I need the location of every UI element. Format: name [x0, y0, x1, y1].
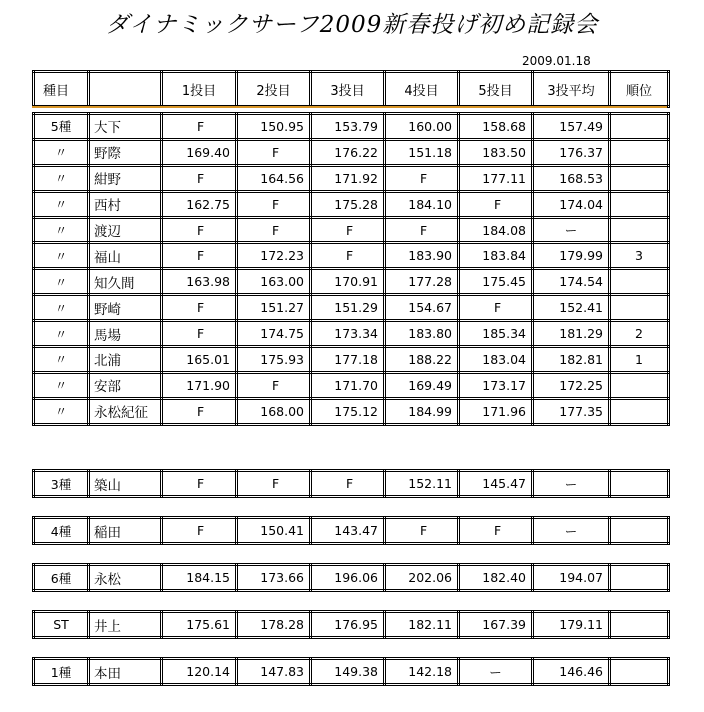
- cell-event: 〃: [34, 269, 89, 295]
- cell-throw-2: 173.66: [237, 565, 311, 591]
- cell-throw-1: F: [162, 398, 237, 424]
- cell-rank: [610, 295, 669, 321]
- cell-name: 築山: [89, 471, 162, 497]
- cell-throw-1: 163.98: [162, 269, 237, 295]
- cell-throw-2: F: [237, 191, 311, 217]
- cell-event: 5種: [34, 114, 89, 140]
- cell-average: ー: [533, 471, 610, 497]
- cell-throw-3: 171.70: [311, 372, 385, 398]
- cell-name: 安部: [89, 372, 162, 398]
- cell-name: 稲田: [89, 518, 162, 544]
- cell-throw-5: 184.08: [459, 217, 533, 243]
- cell-name: 野際: [89, 139, 162, 165]
- results-table-group: [32, 610, 670, 639]
- cell-throw-3: 173.34: [311, 321, 385, 347]
- table-row: [34, 269, 669, 295]
- table-row: [34, 471, 669, 497]
- cell-throw-4: 154.67: [385, 295, 459, 321]
- cell-rank: [610, 269, 669, 295]
- cell-event: 3種: [34, 471, 89, 497]
- cell-throw-2: 151.27: [237, 295, 311, 321]
- cell-average: 176.37: [533, 139, 610, 165]
- page-title: ダイナミックサーフ2009新春投げ初め記録会: [105, 12, 599, 38]
- table-row: [34, 217, 669, 243]
- cell-throw-2: F: [237, 471, 311, 497]
- header-name: [89, 72, 162, 107]
- cell-throw-3: 170.91: [311, 269, 385, 295]
- cell-throw-3: 175.12: [311, 398, 385, 424]
- cell-rank: 2: [610, 321, 669, 347]
- cell-throw-5: ー: [459, 659, 533, 685]
- cell-event: 6種: [34, 565, 89, 591]
- cell-average: 194.07: [533, 565, 610, 591]
- cell-name: 本田: [89, 659, 162, 685]
- cell-event: 〃: [34, 347, 89, 373]
- header-throw-4: 4投目: [385, 72, 459, 107]
- cell-rank: [610, 612, 669, 638]
- cell-throw-1: F: [162, 518, 237, 544]
- cell-event: 〃: [34, 217, 89, 243]
- cell-event: 〃: [34, 191, 89, 217]
- cell-throw-3: 171.92: [311, 165, 385, 191]
- cell-average: 157.49: [533, 114, 610, 140]
- table-row: [34, 612, 669, 638]
- cell-rank: [610, 659, 669, 685]
- cell-throw-1: 175.61: [162, 612, 237, 638]
- cell-rank: [610, 372, 669, 398]
- cell-throw-4: F: [385, 518, 459, 544]
- cell-average: 152.41: [533, 295, 610, 321]
- table-row: [34, 191, 669, 217]
- cell-throw-4: 152.11: [385, 471, 459, 497]
- cell-throw-3: 153.79: [311, 114, 385, 140]
- cell-throw-4: 184.10: [385, 191, 459, 217]
- cell-throw-5: 167.39: [459, 612, 533, 638]
- cell-throw-1: 162.75: [162, 191, 237, 217]
- cell-rank: [610, 398, 669, 424]
- table-row: [34, 321, 669, 347]
- cell-average: ー: [533, 518, 610, 544]
- cell-throw-2: 147.83: [237, 659, 311, 685]
- cell-throw-1: 165.01: [162, 347, 237, 373]
- header-row: [34, 72, 669, 107]
- cell-average: 181.29: [533, 321, 610, 347]
- table-row: [34, 114, 669, 140]
- cell-throw-1: F: [162, 321, 237, 347]
- cell-throw-4: 184.99: [385, 398, 459, 424]
- cell-name: 北浦: [89, 347, 162, 373]
- cell-name: 馬場: [89, 321, 162, 347]
- cell-throw-5: 173.17: [459, 372, 533, 398]
- cell-throw-2: 163.00: [237, 269, 311, 295]
- cell-throw-2: 164.56: [237, 165, 311, 191]
- results-table-group: [32, 563, 670, 592]
- header-rank: 順位: [610, 72, 669, 107]
- cell-throw-3: 143.47: [311, 518, 385, 544]
- table-row: [34, 139, 669, 165]
- cell-name: 永松: [89, 565, 162, 591]
- cell-event: 〃: [34, 398, 89, 424]
- cell-throw-1: F: [162, 243, 237, 269]
- cell-throw-2: F: [237, 217, 311, 243]
- cell-throw-4: 169.49: [385, 372, 459, 398]
- cell-throw-3: F: [311, 471, 385, 497]
- cell-rank: [610, 139, 669, 165]
- cell-event: 1種: [34, 659, 89, 685]
- table-row: [34, 347, 669, 373]
- cell-throw-3: 196.06: [311, 565, 385, 591]
- cell-throw-4: 142.18: [385, 659, 459, 685]
- table-row: [34, 243, 669, 269]
- cell-name: 大下: [89, 114, 162, 140]
- header-average: 3投平均: [533, 72, 610, 107]
- cell-throw-5: 175.45: [459, 269, 533, 295]
- cell-throw-4: F: [385, 165, 459, 191]
- cell-throw-1: F: [162, 471, 237, 497]
- header-throw-5: 5投目: [459, 72, 533, 107]
- cell-name: 紺野: [89, 165, 162, 191]
- cell-name: 永松紀征: [89, 398, 162, 424]
- cell-throw-4: 151.18: [385, 139, 459, 165]
- cell-throw-5: 183.84: [459, 243, 533, 269]
- cell-throw-3: 176.22: [311, 139, 385, 165]
- table-row: [34, 295, 669, 321]
- cell-average: 172.25: [533, 372, 610, 398]
- results-header: [32, 70, 670, 108]
- cell-throw-4: 188.22: [385, 347, 459, 373]
- cell-rank: 3: [610, 243, 669, 269]
- table-row: [34, 565, 669, 591]
- cell-throw-3: 175.28: [311, 191, 385, 217]
- cell-throw-5: F: [459, 295, 533, 321]
- header-throw-3: 3投目: [311, 72, 385, 107]
- cell-throw-1: 169.40: [162, 139, 237, 165]
- cell-event: 〃: [34, 243, 89, 269]
- table-row: [34, 659, 669, 685]
- cell-throw-4: 202.06: [385, 565, 459, 591]
- table-row: [34, 518, 669, 544]
- cell-average: 179.99: [533, 243, 610, 269]
- cell-name: 福山: [89, 243, 162, 269]
- cell-average: 174.54: [533, 269, 610, 295]
- cell-rank: [610, 114, 669, 140]
- cell-throw-2: 175.93: [237, 347, 311, 373]
- cell-throw-4: 160.00: [385, 114, 459, 140]
- cell-throw-5: 183.50: [459, 139, 533, 165]
- cell-name: 西村: [89, 191, 162, 217]
- cell-throw-2: F: [237, 372, 311, 398]
- header-accent-line: [32, 106, 667, 108]
- cell-throw-2: 150.41: [237, 518, 311, 544]
- results-table-5shu: [32, 112, 670, 426]
- cell-rank: [610, 518, 669, 544]
- cell-throw-3: F: [311, 243, 385, 269]
- cell-throw-5: 171.96: [459, 398, 533, 424]
- table-row: [34, 372, 669, 398]
- table-row: [34, 398, 669, 424]
- cell-throw-3: F: [311, 217, 385, 243]
- cell-throw-5: 182.40: [459, 565, 533, 591]
- cell-throw-5: F: [459, 191, 533, 217]
- cell-event: 〃: [34, 372, 89, 398]
- header-throw-2: 2投目: [237, 72, 311, 107]
- cell-rank: [610, 191, 669, 217]
- cell-event: 〃: [34, 139, 89, 165]
- cell-name: 野崎: [89, 295, 162, 321]
- cell-average: 177.35: [533, 398, 610, 424]
- cell-name: 知久間: [89, 269, 162, 295]
- cell-throw-5: 185.34: [459, 321, 533, 347]
- header-event: 種目: [34, 72, 89, 107]
- cell-throw-3: 151.29: [311, 295, 385, 321]
- cell-throw-5: F: [459, 518, 533, 544]
- cell-throw-1: F: [162, 295, 237, 321]
- cell-event: ST: [34, 612, 89, 638]
- cell-throw-1: F: [162, 165, 237, 191]
- cell-throw-5: 145.47: [459, 471, 533, 497]
- cell-throw-2: 168.00: [237, 398, 311, 424]
- cell-average: 168.53: [533, 165, 610, 191]
- cell-event: 〃: [34, 321, 89, 347]
- cell-rank: 1: [610, 347, 669, 373]
- cell-throw-4: 183.90: [385, 243, 459, 269]
- cell-event: 4種: [34, 518, 89, 544]
- cell-throw-4: 183.80: [385, 321, 459, 347]
- cell-throw-4: 182.11: [385, 612, 459, 638]
- cell-average: 182.81: [533, 347, 610, 373]
- cell-average: 179.11: [533, 612, 610, 638]
- cell-throw-1: 184.15: [162, 565, 237, 591]
- results-table-group: [32, 469, 670, 498]
- cell-rank: [610, 471, 669, 497]
- cell-average: ー: [533, 217, 610, 243]
- cell-throw-1: F: [162, 114, 237, 140]
- cell-rank: [610, 217, 669, 243]
- cell-throw-1: F: [162, 217, 237, 243]
- cell-throw-3: 176.95: [311, 612, 385, 638]
- cell-throw-2: 172.23: [237, 243, 311, 269]
- cell-throw-1: 171.90: [162, 372, 237, 398]
- cell-throw-5: 177.11: [459, 165, 533, 191]
- cell-name: 渡辺: [89, 217, 162, 243]
- cell-throw-1: 120.14: [162, 659, 237, 685]
- cell-average: 174.04: [533, 191, 610, 217]
- cell-name: 井上: [89, 612, 162, 638]
- cell-rank: [610, 165, 669, 191]
- cell-throw-5: 183.04: [459, 347, 533, 373]
- cell-throw-4: 177.28: [385, 269, 459, 295]
- cell-throw-2: F: [237, 139, 311, 165]
- results-table-group: [32, 657, 670, 686]
- cell-average: 146.46: [533, 659, 610, 685]
- cell-throw-2: 178.28: [237, 612, 311, 638]
- cell-event: 〃: [34, 295, 89, 321]
- cell-throw-2: 150.95: [237, 114, 311, 140]
- cell-throw-4: F: [385, 217, 459, 243]
- cell-event: 〃: [34, 165, 89, 191]
- results-table-group: [32, 516, 670, 545]
- table-row: [34, 165, 669, 191]
- cell-throw-2: 174.75: [237, 321, 311, 347]
- cell-throw-3: 177.18: [311, 347, 385, 373]
- event-date: 2009.01.18: [522, 54, 591, 68]
- cell-rank: [610, 565, 669, 591]
- header-throw-1: 1投目: [162, 72, 237, 107]
- cell-throw-3: 149.38: [311, 659, 385, 685]
- cell-throw-5: 158.68: [459, 114, 533, 140]
